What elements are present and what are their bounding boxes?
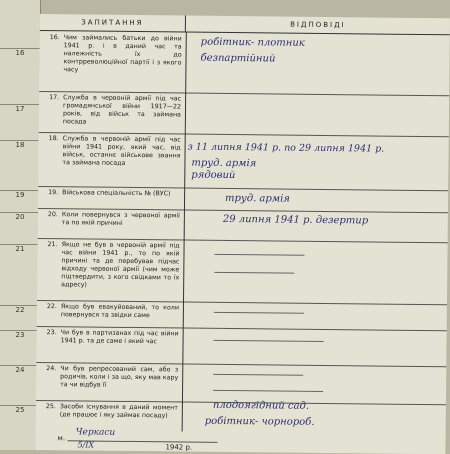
answer-cell [184, 210, 449, 243]
answer-cell [184, 188, 449, 213]
row-number: 16. [49, 34, 60, 42]
form-row-24 [36, 362, 446, 405]
questionnaire-sheet [35, 14, 450, 454]
place-label: м. [57, 434, 66, 443]
row-number: 18. [48, 135, 59, 143]
left-margin-strip [0, 0, 41, 450]
handwritten-answer: 29 липня 1941 р. дезертир [222, 213, 369, 227]
margin-number: 21 [0, 244, 40, 305]
date-handwritten: 5/IX [77, 440, 95, 450]
margin-number: 16 [0, 48, 40, 79]
question-text: Чи був репресований сам, або з родичів, коли і за що, яку мав кару та чи відбув її [60, 365, 179, 389]
row-number: 20. [47, 211, 58, 219]
handwritten-answer: труд. армія [191, 157, 257, 170]
question-text: Якщо не був в червоній армії під час війни 1941 р., то по якій причині та де перебував підчас відходу червоної армії (чим може підтвердити, з кого свідками то їх адресу) [61, 241, 180, 289]
form-row-18 [38, 132, 449, 191]
answer-blank-line [214, 254, 304, 256]
question-text: Чи був в партизанах під час війни 1941 р. та де саме і який час [60, 329, 179, 346]
row-number: 23. [46, 329, 57, 337]
answer-cell [183, 240, 449, 305]
form-row-16 [39, 31, 450, 96]
answer-blank-line [213, 390, 323, 392]
answers-header: ВІДПОВІДІ [186, 16, 450, 36]
answer-cell [185, 93, 450, 137]
margin-number: 19 [0, 190, 40, 211]
row-number: 19. [48, 189, 59, 197]
question-text: Якщо був евакуйований, то коли повернувся та звідки саме [60, 303, 179, 320]
answer-blank-line [214, 340, 324, 342]
margin-number: 22 [0, 305, 40, 326]
question-text: Коли повернувся з червоної армії та по якій причині [61, 211, 180, 227]
answer-cell [184, 134, 450, 191]
question-text: Чим займались батьки до війни 1941 р. і в даний час та належність їх до контрреволюційної партії і з якого часу [63, 34, 182, 74]
margin-number: 17 [0, 104, 40, 135]
question-text: Служба в червоній армії під час громадянської війни 1917—22 років, від військ та займана посада [62, 94, 182, 126]
margin-number: 18 [0, 140, 40, 171]
handwritten-answer: плодоягідний сад. [212, 399, 310, 412]
answer-cell [182, 364, 447, 405]
handwritten-answer: рядовий [191, 169, 236, 182]
row-number: 17. [49, 94, 60, 102]
margin-number: 25 [0, 405, 40, 426]
form-row-21 [37, 238, 448, 305]
answer-blank-line [214, 272, 294, 274]
form-row-23 [36, 326, 446, 367]
row-number: 24. [46, 365, 57, 373]
question-text: Військова спеціальність № (ВУС) [62, 189, 171, 198]
question-text: Засоби існування в даний момент (де працює і яку займає посаду) [59, 403, 178, 420]
place-handwritten: Черкаси [75, 427, 116, 438]
margin-number: 20 [0, 212, 40, 243]
answer-cell [182, 399, 447, 435]
answer-blank-line [213, 374, 303, 376]
handwritten-answer: безпартійний [200, 52, 276, 65]
row-number: 25. [45, 403, 56, 411]
row-number: 22. [46, 303, 57, 311]
margin-number: 24 [0, 365, 40, 386]
year-label: 1942 р. [165, 443, 193, 452]
handwritten-answer: робітник- плотник [200, 36, 305, 49]
question-text: Служба в червоній армії під час війни 1941 року, який час, від військ, останнє військове звання та займана посада [62, 135, 181, 167]
form-row-17 [39, 91, 449, 137]
margin-number: 23 [0, 330, 40, 351]
answer-cell [183, 302, 448, 331]
handwritten-answer: робітник- чорнороб. [204, 415, 315, 428]
handwritten-answer: з 11 липня 1941 р. по 29 липня 1941 р. [187, 141, 385, 155]
handwritten-answer: труд. армія [225, 192, 290, 205]
questions-header: ЗАПИТАННЯ [40, 14, 186, 33]
answer-cell [185, 33, 450, 96]
answer-cell [182, 328, 447, 367]
row-number: 21. [47, 241, 58, 249]
answer-blank-line [214, 312, 304, 314]
